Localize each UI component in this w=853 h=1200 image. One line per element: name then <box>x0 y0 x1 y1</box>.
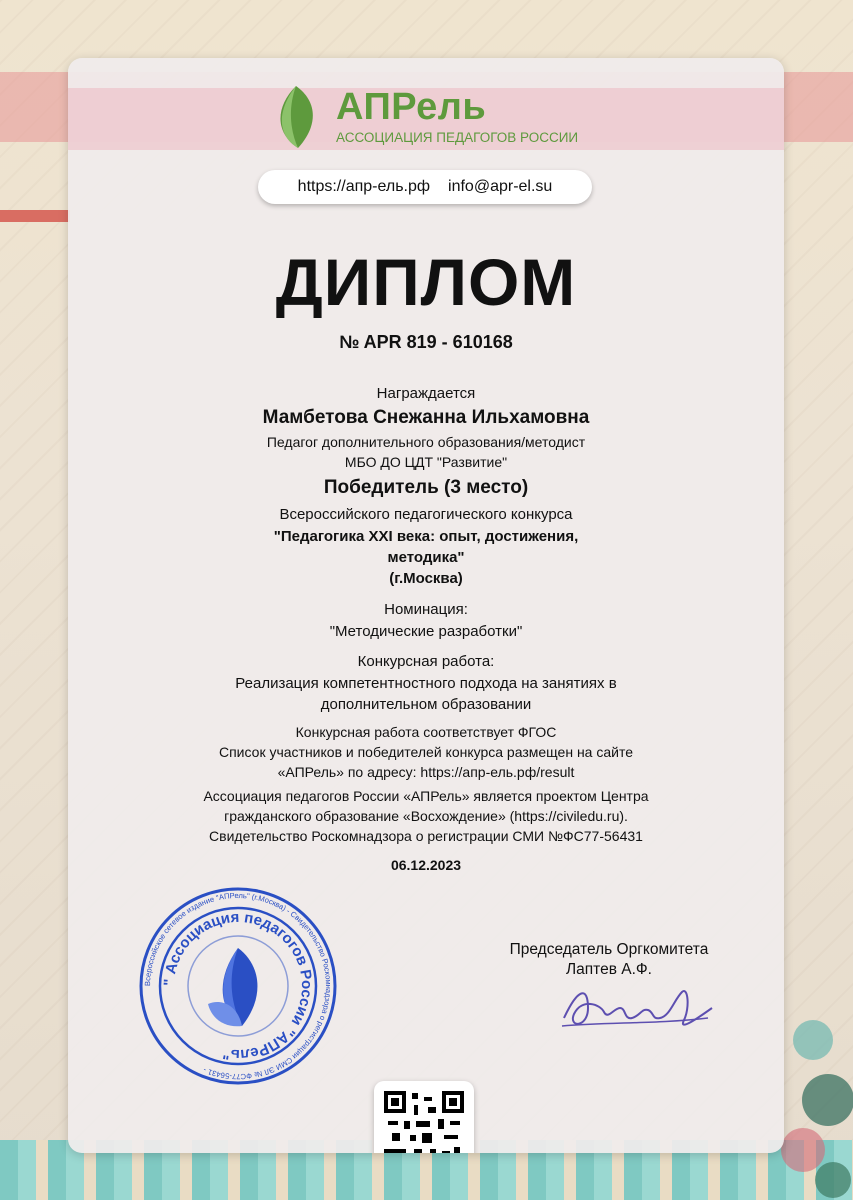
list-line2: «АПРель» по адресу: https://апр-ель.рф/result <box>277 764 575 780</box>
logo <box>268 80 598 152</box>
qr-code-icon <box>384 1091 464 1153</box>
list-line1: Список участников и победителей конкурса размещен на сайте <box>218 744 633 760</box>
diploma-card <box>68 58 784 1153</box>
recipient-position: Педагог дополнительного образования/методист <box>266 434 586 450</box>
diploma-title: ДИПЛОМ <box>275 245 577 319</box>
diploma-date: 06.12.2023 <box>390 857 462 873</box>
place-award: Победитель (3 место) <box>323 477 529 498</box>
awarded-label: Награждается <box>376 385 476 402</box>
contacts-pill <box>258 170 592 204</box>
signature-icon <box>558 978 718 1038</box>
website-link[interactable]: https://апр-ель.рф <box>297 178 431 195</box>
email-link[interactable]: info@apr-el.su <box>448 178 553 195</box>
logo-name: АПРель <box>336 86 487 128</box>
contest-name-line1: "Педагогика XXI века: опыт, достижения, <box>273 528 579 545</box>
signer-name: Лаптев А.Ф. <box>565 961 652 978</box>
qr-code[interactable] <box>374 1081 474 1153</box>
assoc-line1: Ассоциация педагогов России «АПРель» является проектом Центра <box>203 788 649 804</box>
background-red-accent <box>0 210 70 222</box>
assoc-line3: Свидетельство Роскомнадзора о регистрации СМИ №ФС77-56431 <box>209 828 643 844</box>
work-title-line1: Реализация компетентностного подхода на занятиях в <box>235 675 617 692</box>
assoc-line2: гражданского образование «Восхождение» (https://civiledu.ru). <box>224 808 628 824</box>
logo-subtitle: АССОЦИАЦИЯ ПЕДАГОГОВ РОССИИ <box>336 130 579 145</box>
signer-block <box>484 940 734 980</box>
contest-line: Всероссийского педагогического конкурса <box>279 506 573 523</box>
nomination-value: "Методические разработки" <box>329 623 523 640</box>
association-seal-icon <box>138 886 338 1086</box>
recipient-name: Мамбетова Снежанна Ильхамовна <box>262 407 590 428</box>
leaf-logo-icon <box>268 84 324 150</box>
contest-name-line2: методика" <box>387 549 465 566</box>
signer-role: Председатель Оргкомитета <box>509 941 709 958</box>
diploma-number: № APR 819 - 610168 <box>339 332 513 352</box>
seal-inner-text: " Ассоциация педагогов России "АПРель" <box>160 908 316 1064</box>
seal-outer-text: Всероссийское сетевое издание "АПРель" (г.Москва) - Свидетельство Роскомнадзора о регистрации СМИ ЭЛ № ФС77-56431 - <box>142 890 334 1082</box>
work-label: Конкурсная работа: <box>357 653 495 670</box>
work-title-line2: дополнительном образовании <box>320 696 532 713</box>
contest-city: (г.Москва) <box>389 570 463 587</box>
recipient-org: МБО ДО ЦДТ "Развитие" <box>344 454 508 470</box>
nomination-label: Номинация: <box>384 601 468 618</box>
fgos-line: Конкурсная работа соответствует ФГОС <box>295 724 557 740</box>
